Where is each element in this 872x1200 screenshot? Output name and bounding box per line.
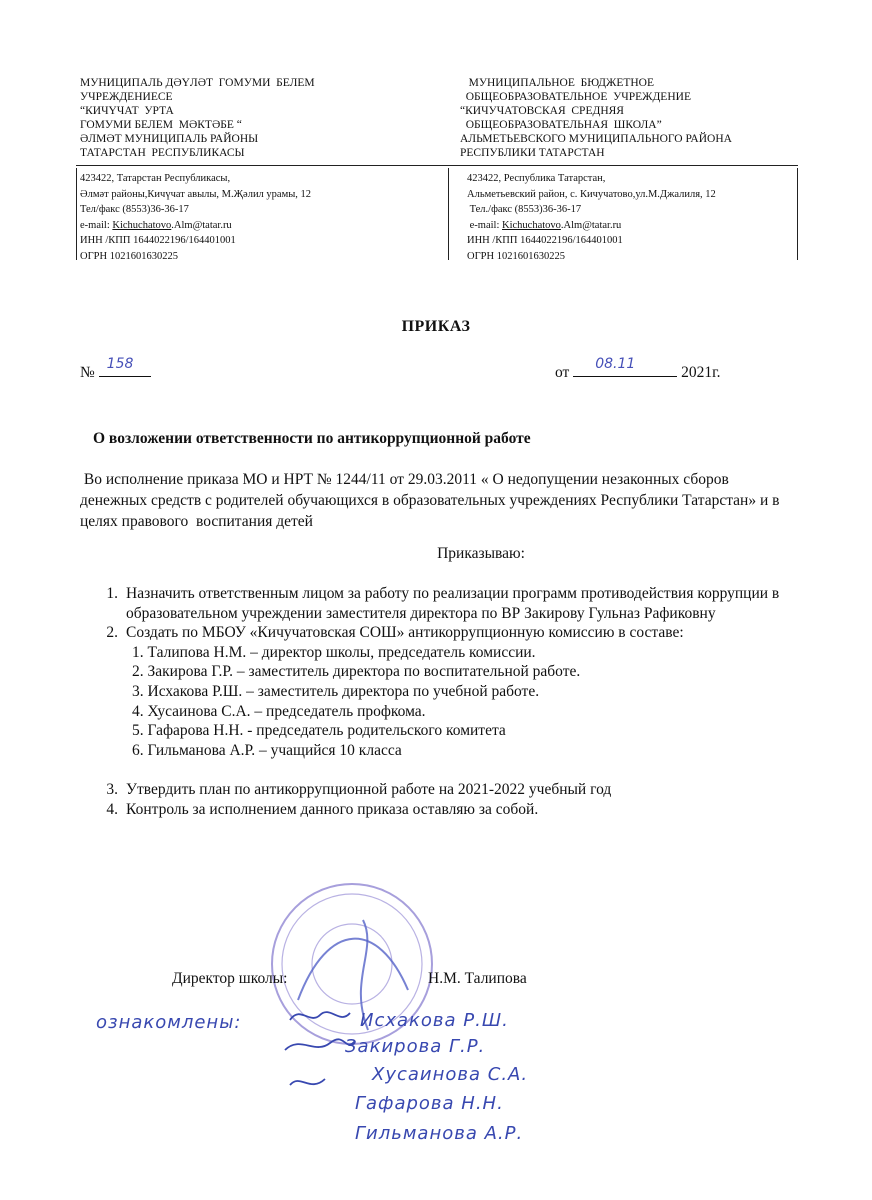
item-number: 2. (106, 624, 118, 642)
date-label: от (555, 364, 570, 381)
commission-member: 4. Хусаинова С.А. – председатель профкома. (132, 702, 426, 720)
order-item (80, 800, 800, 820)
date-blank (573, 356, 677, 377)
header-left-line: “КИЧҮЧАТ УРТА (80, 105, 174, 117)
ogrn-line: ОГРН 1021601630225 (467, 250, 565, 262)
item-text: Утвердить план по антикоррупционной работе на 2021-2022 учебный год (126, 780, 612, 798)
email-prefix: e-mail: (80, 219, 113, 231)
handwritten-signature: Хусаинова С.А. (372, 1064, 529, 1085)
order-subject: О возложении ответственности по антикоррупционной работе (93, 430, 531, 447)
handwritten-signature: Гафарова Н.Н. (355, 1093, 504, 1114)
signer-role: Директор школы: (172, 970, 288, 987)
header-left-line: ТАТАРСТАН РЕСПУБЛИКАСЫ (80, 147, 245, 159)
email-domain: .Alm@tatar.ru (560, 219, 622, 231)
email-link[interactable]: Kichuchatovo (502, 219, 561, 231)
number-label: № (80, 364, 95, 381)
order-number-row (80, 356, 151, 382)
inn-line: ИНН /КПП 1644022196/164401001 (80, 235, 236, 246)
commission-member: 2. Закирова Г.Р. – заместитель директора по воспитательной работе. (132, 663, 581, 681)
contact-block-right (467, 171, 797, 264)
item-number: 4. (106, 800, 118, 818)
inn-line: ИНН /КПП 1644022196/164401001 (467, 235, 623, 246)
signer-name: Н.М. Талипова (428, 970, 527, 987)
item-text: Контроль за исполнением данного приказа оставляю за собой. (126, 800, 539, 818)
address-line: Альметьевский район, с. Кичучатово,ул.М.Джалиля, 12 (467, 188, 716, 200)
header-left-org (80, 76, 420, 160)
header-right-line: “КИЧУЧАТОВСКАЯ СРЕДНЯЯ (460, 105, 624, 117)
phone-line: Тел./факс (8553)36-36-17 (467, 204, 582, 215)
contact-box-right-border (797, 168, 798, 260)
email-line (80, 218, 440, 234)
address-line: 423422, Республика Татарстан, (467, 173, 606, 184)
order-item (80, 584, 800, 623)
spacer (80, 760, 800, 780)
order-item (80, 623, 800, 643)
order-date-row (555, 356, 721, 382)
commission-member: 3. Исхакова Р.Ш. – заместитель директора по учебной работе. (132, 682, 540, 700)
phone-line: Тел/факс (8553)36-36-17 (80, 204, 189, 215)
header-left-line: МУНИЦИПАЛЬ ДӘҮЛӘТ ГОМУМИ БЕЛЕМ (80, 77, 315, 89)
header-left-line: ГОМУМИ БЕЛЕМ МӘКТӘБЕ “ (80, 119, 242, 131)
header-left-line: ӘЛМӘТ МУНИЦИПАЛЬ РАЙОНЫ (80, 133, 259, 145)
contact-block-left (80, 171, 440, 264)
item-text: Назначить ответственным лицом за работу по реализации программ противодействия коррупции в образовательном учреждении заместителя директора по ВР Закирову Гульназ Рафиковну (126, 585, 780, 622)
order-word: Приказываю: (437, 545, 525, 562)
number-blank (99, 356, 151, 377)
header-right-line: РЕСПУБЛИКИ ТАТАРСТАН (460, 147, 605, 159)
header-right-line: МУНИЦИПАЛЬНОЕ БЮДЖЕТНОЕ (460, 77, 655, 89)
signature-scribble-icon (280, 1005, 360, 1105)
item-number: 3. (106, 780, 118, 798)
handwritten-acknowledged: ознакомлены: (96, 1012, 242, 1033)
commission-member: 6. Гильманова А.Р. – учащийся 10 класса (132, 741, 402, 759)
order-date-handwritten: 08.11 (595, 356, 636, 372)
order-intro: Во исполнение приказа МО и НРТ № 1244/11 от 29.03.2011 « О недопущении незаконных сборов денежных средств с родителей обучающихся в образовательных учреждениях Республики Татарстан» и в целях правового воспитания детей (80, 471, 784, 530)
commission-member: 1. Талипова Н.М. – директор школы, председатель комиссии. (132, 643, 536, 661)
handwritten-signature: Гильманова А.Р. (355, 1123, 524, 1144)
header-right-line: ОБЩЕОБРАЗОВАТЕЛЬНОЕ УЧРЕЖДЕНИЕ (460, 91, 691, 103)
handwritten-signature: Закирова Г.Р. (345, 1036, 486, 1057)
commission-member: 5. Гафарова Н.Н. - председатель родительского комитета (132, 722, 506, 740)
handwritten-signature: Исхакова Р.Ш. (360, 1010, 509, 1031)
order-items (80, 584, 800, 819)
header-right-line: ОБЩЕОБРАЗОВАТЕЛЬНАЯ ШКОЛА” (460, 119, 662, 131)
address-line: 423422, Татарстан Республикасы, (80, 173, 231, 184)
header-divider (76, 165, 798, 166)
order-item (80, 780, 800, 800)
address-line: Әлмәт районы,Кичүчат авылы, М.Җәлил урамы, 12 (80, 188, 312, 200)
year-label: 2021г. (681, 364, 721, 381)
header-right-line: АЛЬМЕТЬЕВСКОГО МУНИЦИПАЛЬНОГО РАЙОНА (460, 133, 732, 145)
header-right-org (460, 76, 820, 160)
email-line (467, 218, 797, 234)
item-number: 1. (106, 585, 118, 602)
email-domain: .Alm@tatar.ru (171, 219, 232, 231)
contact-box-middle-border (448, 168, 449, 260)
header-left-line: УЧРЕЖДЕНИЕСЕ (80, 91, 173, 103)
item-text: Создать по МБОУ «Кичучатовская СОШ» антикоррупционную комиссию в составе: (126, 624, 684, 642)
contact-box-left-border (76, 168, 77, 260)
order-number-handwritten: 158 (106, 356, 134, 372)
email-prefix: e-mail: (467, 219, 502, 231)
ogrn-line: ОГРН 1021601630225 (80, 250, 178, 262)
email-link[interactable]: Kichuchatovo (112, 219, 172, 231)
document-title: ПРИКАЗ (401, 318, 471, 335)
